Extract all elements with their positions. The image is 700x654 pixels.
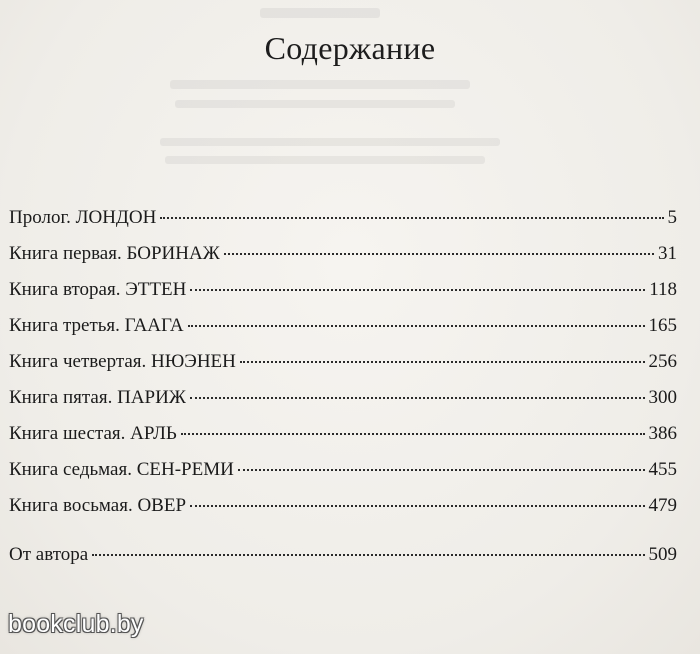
- toc-entry[interactable]: [9, 236, 677, 272]
- toc-entry-label: Книга восьмая. ОВЕР: [9, 495, 187, 516]
- dot-leader: [92, 554, 644, 556]
- toc-entry[interactable]: [9, 380, 677, 416]
- toc-entry-page: 455: [648, 459, 677, 480]
- dot-leader: [188, 325, 645, 327]
- toc-entry-label: Книга шестая. АРЛЬ: [9, 423, 177, 444]
- toc-entry[interactable]: [9, 344, 677, 380]
- toc-entry[interactable]: [9, 308, 677, 344]
- toc-entry-page: 118: [649, 279, 677, 300]
- toc-entry-label: Пролог. ЛОНДОН: [9, 207, 157, 228]
- show-through-text: [160, 138, 500, 146]
- toc-entry-page: 5: [667, 207, 677, 228]
- toc-entry-label: Книга четвертая. НЮЭНЕН: [9, 351, 236, 372]
- toc-entry[interactable]: [9, 537, 677, 573]
- dot-leader: [190, 289, 645, 291]
- toc-entry-label: Книга первая. БОРИНАЖ: [9, 243, 220, 264]
- site-watermark: bookclub.by: [8, 610, 144, 638]
- dot-leader: [224, 253, 654, 255]
- toc-entry-label: Книга третья. ГААГА: [9, 315, 184, 336]
- toc-entry-page: 31: [658, 243, 677, 264]
- toc-entry[interactable]: [9, 452, 677, 488]
- toc-entry-label: Книга седьмая. СЕН-РЕМИ: [9, 459, 234, 480]
- toc-entry-label: Книга вторая. ЭТТЕН: [9, 279, 187, 300]
- dot-leader: [181, 433, 645, 435]
- show-through-text: [170, 80, 470, 89]
- toc-entry[interactable]: [9, 488, 677, 524]
- toc-entry-label: Книга пятая. ПАРИЖ: [9, 387, 186, 408]
- show-through-text: [165, 156, 485, 164]
- toc-entry-label: От автора: [9, 544, 89, 565]
- toc-entry-page: 509: [648, 544, 677, 565]
- show-through-text: [260, 8, 380, 18]
- dot-leader: [190, 505, 644, 507]
- page-title: Содержание: [264, 30, 436, 66]
- toc-entry[interactable]: [9, 200, 677, 236]
- toc-entry-page: 386: [648, 423, 677, 444]
- show-through-text: [175, 100, 455, 108]
- toc-entry-page: 165: [648, 315, 677, 336]
- toc-entry-page: 479: [648, 495, 677, 516]
- dot-leader: [190, 397, 645, 399]
- dot-leader: [240, 361, 645, 363]
- dot-leader: [160, 217, 663, 219]
- toc-entry[interactable]: [9, 416, 677, 452]
- dot-leader: [238, 469, 645, 471]
- table-of-contents: [9, 200, 677, 573]
- toc-entry-page: 300: [648, 387, 677, 408]
- toc-entry-page: 256: [648, 351, 677, 372]
- toc-entry[interactable]: [9, 272, 677, 308]
